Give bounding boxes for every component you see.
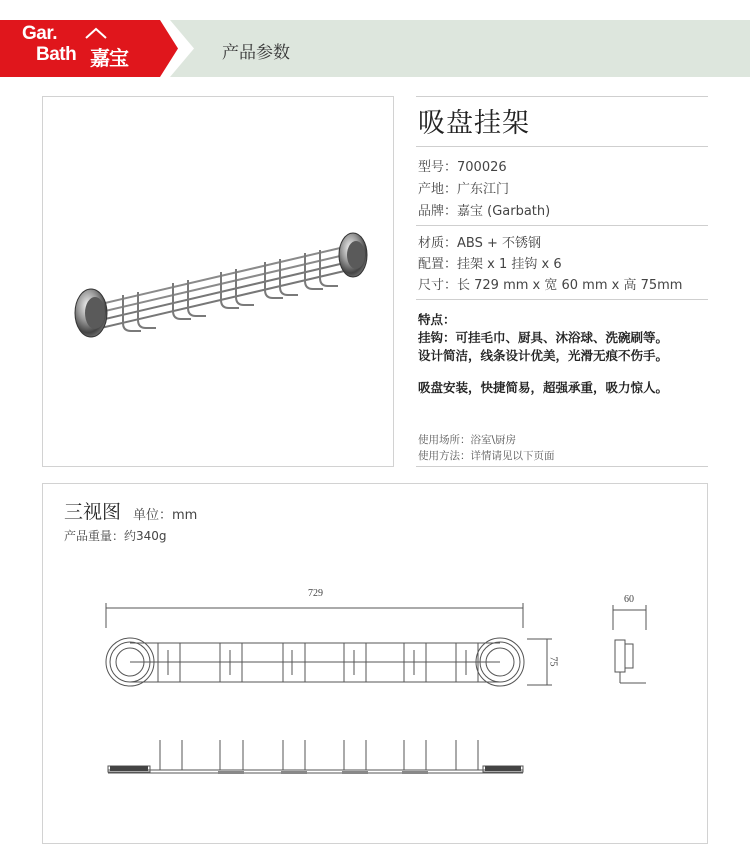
dimension-length: 729	[308, 588, 323, 599]
product-config: 配置：挂架 x 1 挂钩 x 6	[418, 257, 562, 272]
logo-text-gar: Gar.	[22, 23, 57, 44]
feature-line-3: 吸盘安装，快捷简易，超强承重，吸力惊人。	[418, 380, 669, 395]
three-view-title: 三视图	[64, 501, 122, 523]
product-origin: 产地：广东江门	[418, 182, 510, 197]
three-view-unit: 单位：mm	[133, 508, 198, 523]
logo-text-bath: Bath	[36, 44, 77, 65]
dimension-height: 75	[547, 656, 559, 667]
product-material: 材质：ABS + 不锈钢	[418, 236, 541, 251]
product-size: 尺寸：长 729 mm x 宽 60 mm x 高 75mm	[418, 278, 683, 293]
logo-text-cn: 嘉宝	[90, 46, 128, 70]
usage-method: 使用方法：详情请见以下页面	[418, 450, 555, 462]
features-heading: 特点：	[418, 312, 456, 327]
product-name: 吸盘挂架	[418, 108, 530, 139]
feature-line-2: 设计简洁，线条设计优美，光滑无痕不伤手。	[418, 348, 669, 363]
product-model: 型号：700026	[418, 160, 507, 175]
usage-place: 使用场所：浴室\厨房	[418, 434, 517, 446]
product-weight: 产品重量：约340g	[64, 529, 167, 543]
product-brand: 品牌：嘉宝 (Garbath)	[418, 204, 551, 219]
dimension-width: 60	[624, 594, 634, 605]
feature-line-1: 挂钩：可挂毛巾、厨具、沐浴球、洗碗刷等。	[418, 330, 669, 345]
section-title: 产品参数	[222, 43, 290, 63]
